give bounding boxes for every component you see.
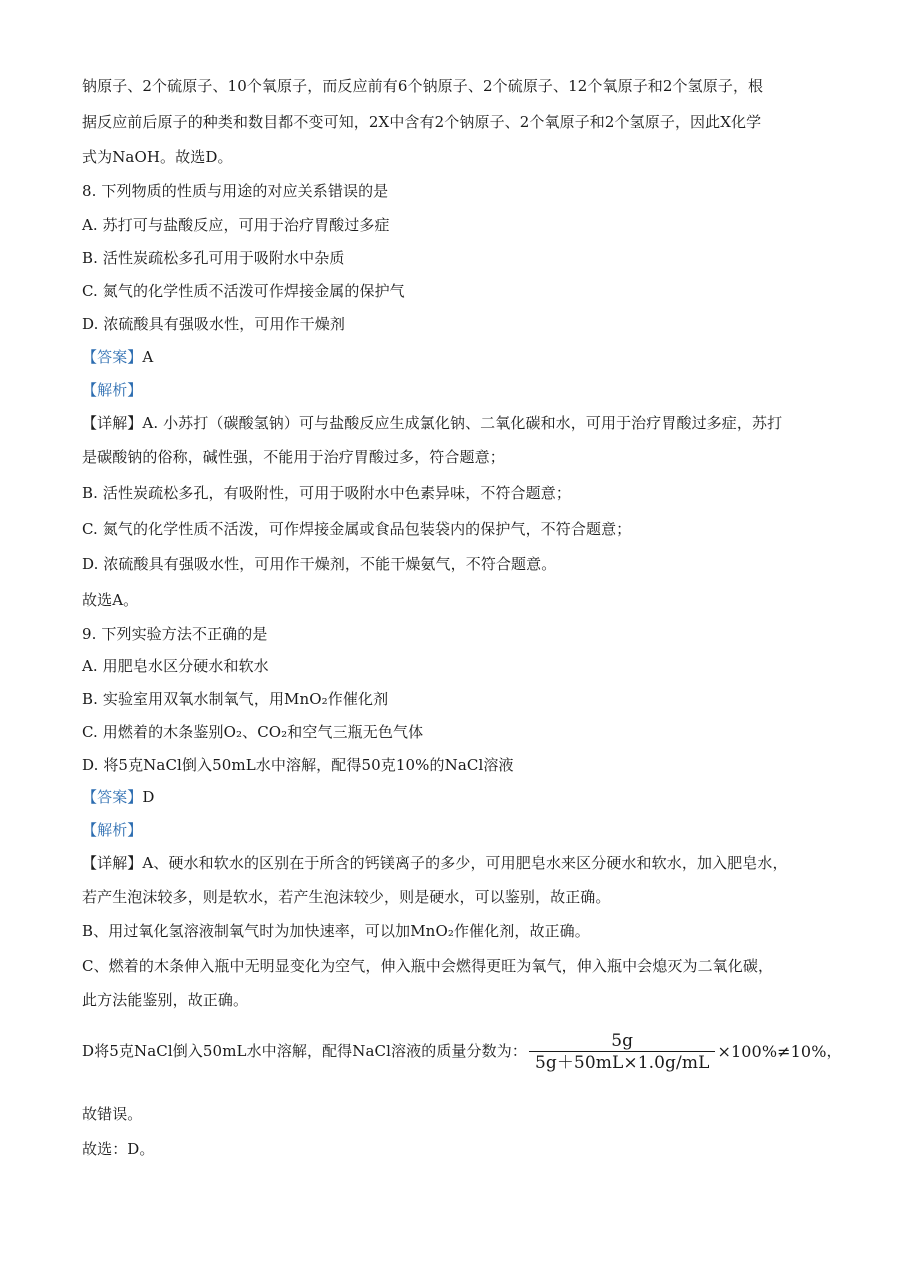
text-line: B、用过氧化氢溶液制氧气时为加快速率，可以加MnO₂作催化剂，故正确。: [82, 922, 590, 940]
text-line: 是碳酸钠的俗称，碱性强，不能用于治疗胃酸过多，符合题意；: [82, 448, 505, 466]
formula-tail: ×100%≠10%: [717, 1042, 827, 1061]
text-line: 式为NaOH。故选D。: [82, 148, 233, 166]
text-line: B. 活性炭疏松多孔，有吸附性，可用于吸附水中色素异味，不符合题意；: [82, 484, 571, 502]
detail-tag: 【详解】: [82, 414, 143, 432]
text-line: 若产生泡沫较多，则是软水，若产生泡沫较少，则是硬水，可以鉴别，故正确。: [82, 888, 611, 906]
q8-option-b: B. 活性炭疏松多孔可用于吸附水中杂质: [82, 249, 345, 267]
detail-text: A. 小苏打（碳酸氢钠）可与盐酸反应生成氯化钠、二氧化碳和水，可用于治疗胃酸过多症，苏打: [142, 414, 783, 432]
fraction-denominator: 5g＋50mL×1.0g/mL: [534, 1052, 710, 1073]
answer-tag: 【答案】: [82, 788, 143, 806]
answer-tag: 【答案】: [82, 348, 143, 366]
q8-answer: [82, 346, 834, 368]
q8-option-a: A. 苏打可与盐酸反应，可用于治疗胃酸过多症: [82, 216, 390, 234]
text-line: C. 氮气的化学性质不活泼，可作焊接金属或食品包装袋内的保护气，不符合题意；: [82, 520, 632, 538]
q9-option-d: D. 将5克NaCl倒入50mL水中溶解，配得50克10%的NaCl溶液: [82, 756, 514, 774]
answer-value: A: [142, 348, 154, 366]
text-line: 据反应前后原子的种类和数目都不变可知，2X中含有2个钠原子、2个氧原子和2个氢原子，因此X化学: [82, 113, 762, 131]
analysis-tag: 【解析】: [82, 381, 143, 399]
text-line: 故错误。: [82, 1105, 143, 1123]
q8-option-d: D. 浓硫酸具有强吸水性，可用作干燥剂: [82, 315, 345, 333]
q9-option-c: C. 用燃着的木条鉴别O₂、CO₂和空气三瓶无色气体: [82, 723, 424, 741]
detail-tag: 【详解】: [82, 854, 143, 872]
answer-value: D: [142, 788, 155, 806]
text-line: C、燃着的木条伸入瓶中无明显变化为空气，伸入瓶中会燃得更旺为氧气，伸入瓶中会熄灭为二氧化碳，: [82, 957, 774, 975]
q9-option-b: B. 实验室用双氧水制氧气，用MnO₂作催化剂: [82, 690, 389, 708]
q8-detail: [82, 412, 834, 434]
question-8-stem: 8. 下列物质的性质与用途的对应关系错误的是: [82, 182, 389, 200]
q9-answer: [82, 786, 834, 808]
question-9-stem: 9. 下列实验方法不正确的是: [82, 625, 268, 643]
text-line: 钠原子、2个硫原子、10个氧原子，而反应前有6个钠原子、2个硫原子、12个氧原子和2个氢原子，根: [82, 77, 764, 95]
q9-option-a: A. 用肥皂水区分硬水和软水: [82, 657, 269, 675]
q9-detail: [82, 852, 834, 874]
detail-text: A、硬水和软水的区别在于所含的钙镁离子的多少，可用肥皂水来区分硬水和软水，加入肥皂水，: [142, 854, 788, 872]
text-line: 故选A。: [82, 591, 139, 609]
formula-prefix: D将5克NaCl倒入50mL水中溶解，配得NaCl溶液的质量分数为：: [82, 1042, 527, 1060]
text-line: 此方法能鉴别，故正确。: [82, 991, 249, 1009]
fraction: [529, 1031, 716, 1074]
q8-analysis: [82, 379, 834, 401]
q9-analysis: [82, 819, 834, 841]
formula-suffix: ，: [826, 1042, 842, 1060]
fraction-numerator: 5g: [611, 1030, 634, 1051]
text-line: D. 浓硫酸具有强吸水性，可用作干燥剂，不能干燥氨气，不符合题意。: [82, 555, 557, 573]
mass-fraction-formula-line: [82, 1023, 842, 1079]
analysis-tag: 【解析】: [82, 821, 143, 839]
text-line: 故选：D。: [82, 1140, 155, 1158]
q8-option-c: C. 氮气的化学性质不活泼可作焊接金属的保护气: [82, 282, 405, 300]
